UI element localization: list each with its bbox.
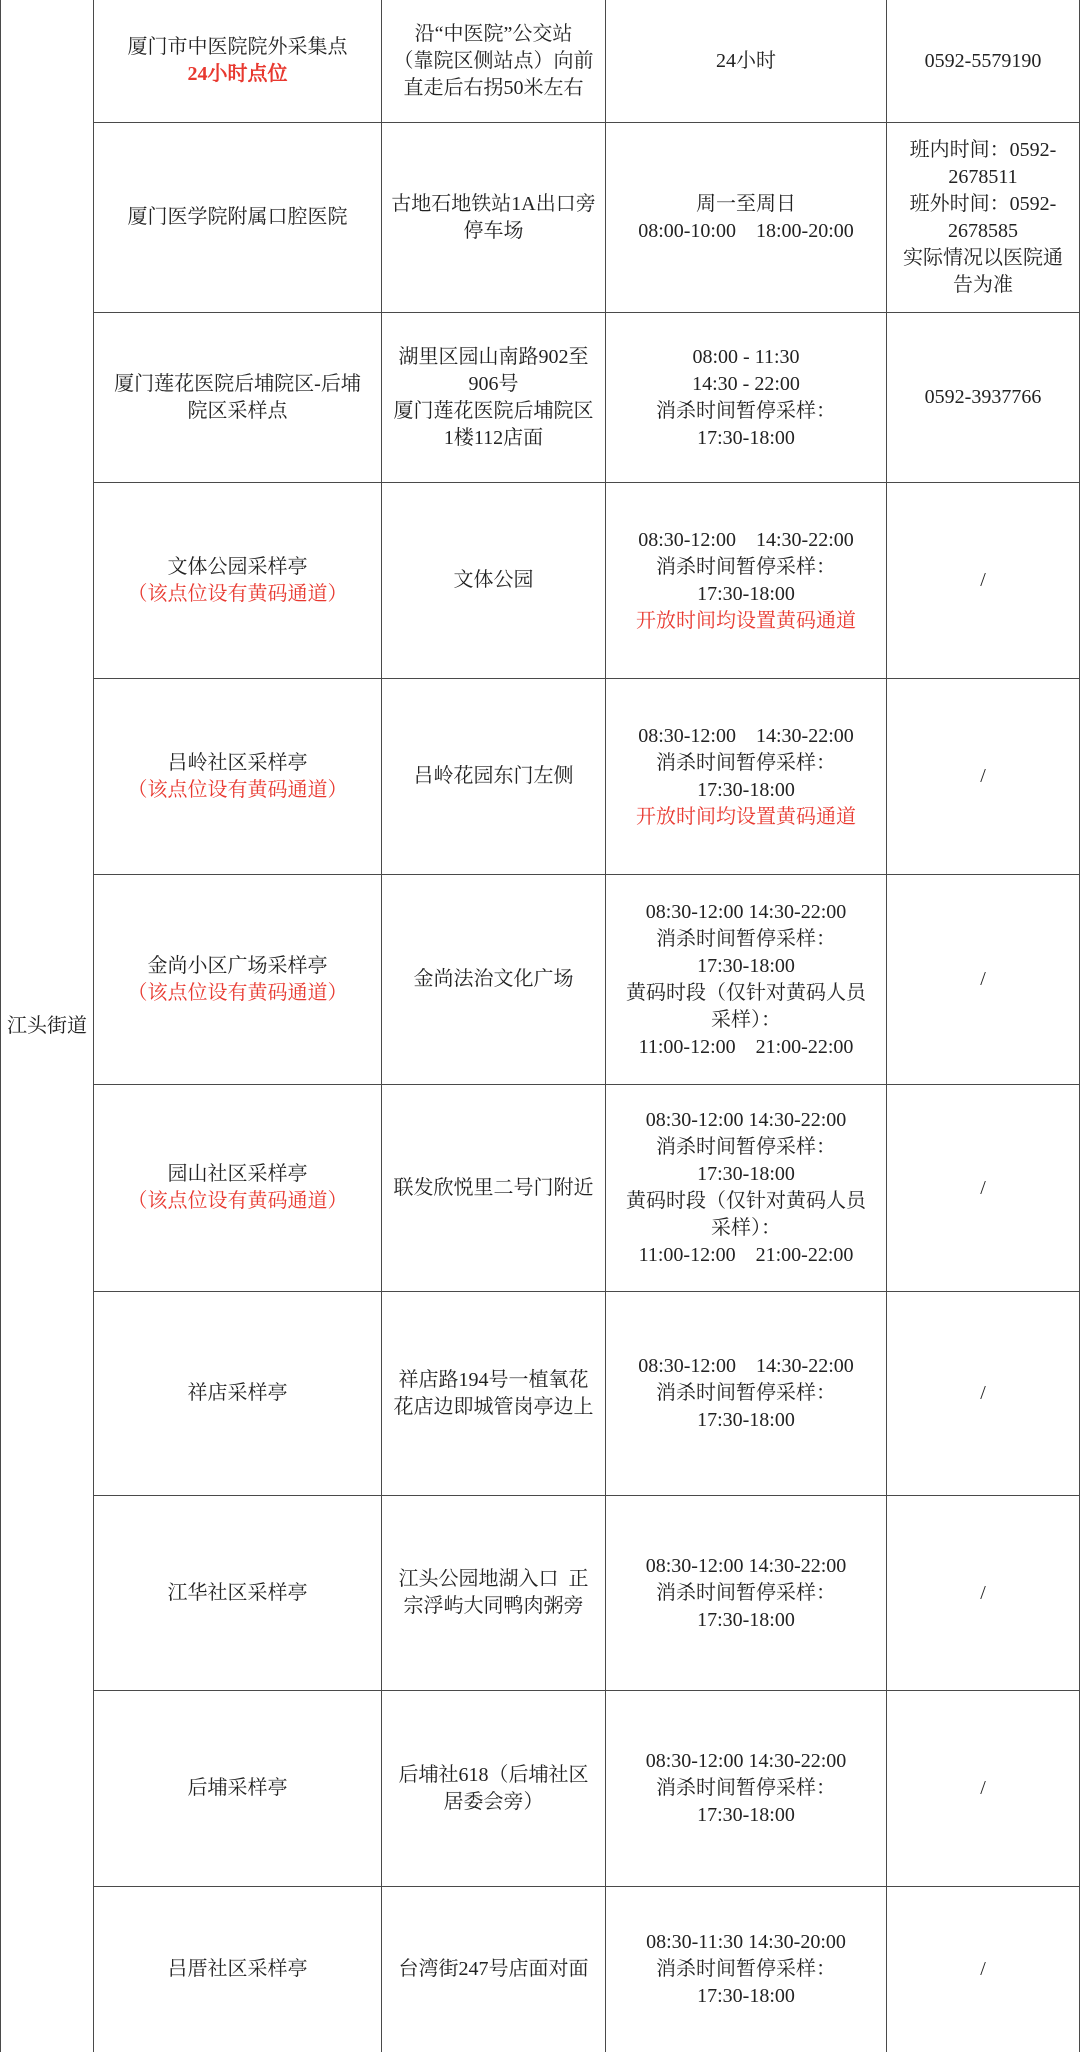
site-cell <box>94 483 381 678</box>
hours-cell <box>606 1292 886 1495</box>
hours-line: 17:30-18:00 <box>697 582 795 605</box>
phone-text <box>980 1956 986 1983</box>
phone-line: 2678511 <box>948 165 1018 188</box>
address-cell <box>382 1887 605 2052</box>
phone-line: / <box>980 1581 986 1604</box>
hours-line: 11:00-12:00 21:00-22:00 <box>638 1244 854 1266</box>
site-line: 厦门市中医院院外采集点 <box>127 36 348 58</box>
address-line: 后埔社618（后埔社区 <box>398 1763 589 1786</box>
hours-line: 采样）： <box>711 1217 781 1239</box>
address-text <box>414 763 574 790</box>
site-line: 厦门莲花医院后埔院区-后埔 <box>114 372 361 395</box>
phone-cell <box>887 1887 1079 2052</box>
hours-line: 08:00-10:00 18:00-20:00 <box>638 219 854 242</box>
address-cell <box>382 123 605 312</box>
address-line: 吕岭花园东门左侧 <box>413 765 574 787</box>
hours-line: 17:30-18:00 <box>697 1985 795 2007</box>
address-cell <box>382 483 605 678</box>
hours-line: 消杀时间暂停采样： <box>656 555 836 578</box>
phone-text <box>925 48 1042 75</box>
address-line: 金尚法治文化广场 <box>413 968 574 990</box>
hours-line: 消杀时间暂停采样： <box>656 1958 836 1980</box>
hours-text <box>646 1748 847 1829</box>
phone-line: / <box>980 569 986 591</box>
address-line: 直走后右拐50米左右 <box>403 76 584 99</box>
hours-text <box>716 48 776 75</box>
site-cell <box>94 1691 381 1886</box>
site-line: 24小时点位 <box>187 63 288 85</box>
phone-text <box>980 1175 986 1202</box>
address-cell <box>382 0 605 122</box>
district-label: 江头街道 <box>7 1014 87 1037</box>
phone-cell <box>887 123 1079 312</box>
hours-text <box>636 527 856 635</box>
address-line: 文体公园 <box>453 569 534 591</box>
site-text <box>188 1775 288 1802</box>
address-line: 1楼112店面 <box>443 426 544 449</box>
phone-text <box>903 137 1063 299</box>
address-text <box>394 21 594 102</box>
address-text <box>399 1956 589 1983</box>
phone-text <box>980 966 986 993</box>
hours-cell <box>606 679 886 874</box>
phone-text <box>980 1380 986 1407</box>
phone-cell <box>887 1691 1079 1886</box>
hours-line: 08:30-12:00 14:30-22:00 <box>638 1355 854 1377</box>
phone-cell <box>887 1085 1079 1291</box>
hours-line: 消杀时间暂停采样： <box>655 1777 836 1799</box>
hours-line: 17:30-18:00 <box>697 954 795 977</box>
phone-cell <box>887 313 1079 482</box>
hours-line: 08:00 - 11:30 <box>692 345 800 368</box>
hours-line: 消杀时间暂停采样： <box>655 1382 836 1404</box>
hours-text <box>646 1553 847 1634</box>
hours-line: 17:30-18:00 <box>697 1409 795 1431</box>
site-cell <box>94 1887 381 2052</box>
hours-cell <box>606 1691 886 1886</box>
address-line: 沿“中医院”公交站 <box>414 22 573 45</box>
site-line: （该点位设有黄码通道） <box>127 582 348 605</box>
address-line: 停车场 <box>463 219 524 242</box>
site-line: 吕厝社区采样亭 <box>167 1958 308 1980</box>
address-cell <box>382 1292 605 1495</box>
site-cell <box>94 313 381 482</box>
hours-text <box>626 899 866 1061</box>
hours-text <box>636 723 856 831</box>
hours-text <box>646 1929 846 2010</box>
address-text <box>399 1762 589 1816</box>
address-text <box>391 191 595 245</box>
address-line: 宗浮屿大同鸭肉粥旁 <box>403 1595 584 1617</box>
hours-text <box>626 1107 866 1269</box>
site-cell <box>94 123 381 312</box>
site-text <box>128 554 348 608</box>
hours-line: 黄码时段（仅针对黄码人员 <box>626 981 866 1004</box>
hours-line: 采样）： <box>711 1008 781 1031</box>
site-cell <box>94 875 381 1084</box>
site-cell <box>94 1496 381 1690</box>
hours-line: 08:30-12:00 14:30-22:00 <box>645 900 847 923</box>
hours-cell <box>606 0 886 122</box>
site-line: 厦门医学院附属口腔医院 <box>127 206 348 228</box>
address-cell <box>382 1085 605 1291</box>
phone-line: / <box>980 765 986 787</box>
address-text <box>399 1566 589 1620</box>
site-cell <box>94 1085 381 1291</box>
address-cell <box>382 1496 605 1690</box>
site-line: 后埔采样亭 <box>187 1777 288 1799</box>
address-text <box>394 344 594 452</box>
site-text <box>128 750 348 804</box>
hours-line: 17:30-18:00 <box>697 1804 795 1826</box>
site-cell <box>94 679 381 874</box>
hours-line: 消杀时间暂停采样： <box>655 1581 836 1604</box>
hours-line: 开放时间均设置黄码通道 <box>636 609 856 632</box>
site-line: 文体公园采样亭 <box>167 555 308 578</box>
district-cell <box>1 0 93 2052</box>
phone-line: 2678585 <box>948 219 1018 242</box>
phone-text <box>925 384 1042 411</box>
site-text <box>128 204 348 231</box>
address-line: 906号 <box>468 372 519 395</box>
phone-line: 班外时间：0592- <box>909 192 1057 215</box>
site-cell <box>94 1292 381 1495</box>
site-text <box>128 34 348 88</box>
phone-cell <box>887 483 1079 678</box>
phone-line: / <box>980 1777 986 1799</box>
hours-line: 08:30-12:00 14:30-22:00 <box>645 1109 847 1131</box>
hours-line: 17:30-18:00 <box>697 778 795 801</box>
site-line: （该点位设有黄码通道） <box>127 778 348 801</box>
hours-line: 17:30-18:00 <box>697 1163 795 1185</box>
phone-line: 0592-3937766 <box>924 386 1042 408</box>
phone-line: / <box>980 1958 986 1980</box>
hours-line: 消杀时间暂停采样： <box>656 751 836 774</box>
address-text <box>394 1367 594 1421</box>
hours-line: 08:30-12:00 14:30-22:00 <box>645 1554 847 1577</box>
site-line: 园山社区采样亭 <box>167 1163 308 1185</box>
hours-text <box>638 191 854 245</box>
phone-text <box>980 567 986 594</box>
address-line: 厦门莲花医院后埔院区 <box>393 399 594 422</box>
address-line: 祥店路194号一植氧花 <box>398 1368 589 1391</box>
address-text <box>394 1175 594 1202</box>
phone-line: / <box>980 1382 986 1404</box>
site-line: （该点位设有黄码通道） <box>127 981 348 1004</box>
site-text <box>114 371 361 425</box>
site-line: 金尚小区广场采样亭 <box>147 954 328 977</box>
site-line: 吕岭社区采样亭 <box>167 751 308 774</box>
site-line: （该点位设有黄码通道） <box>127 1190 348 1212</box>
site-text <box>168 1580 308 1607</box>
hours-text <box>656 344 836 452</box>
site-line: 院区采样点 <box>187 399 288 422</box>
hours-cell <box>606 875 886 1084</box>
site-text <box>168 1956 308 1983</box>
site-text <box>188 1380 288 1407</box>
address-text <box>454 567 534 594</box>
address-line: 古地石地铁站1A出口旁 <box>391 192 596 215</box>
site-line: 祥店采样亭 <box>187 1382 288 1404</box>
hours-line: 14:30 - 22:00 <box>692 372 800 395</box>
site-text <box>128 1161 348 1215</box>
hours-text <box>638 1353 854 1434</box>
hours-line: 08:30-12:00 14:30-22:00 <box>638 724 854 747</box>
hours-cell <box>606 123 886 312</box>
address-line: 花店边即城管岗亭边上 <box>393 1395 594 1418</box>
site-text <box>128 953 348 1007</box>
phone-cell <box>887 1292 1079 1495</box>
hours-line: 08:30-12:00 14:30-22:00 <box>638 528 854 551</box>
address-cell <box>382 875 605 1084</box>
hours-line: 消杀时间暂停采样： <box>656 1136 836 1158</box>
site-cell <box>94 0 381 122</box>
phone-line: 班内时间：0592- <box>909 138 1057 161</box>
phone-line: / <box>980 968 986 990</box>
address-line: （靠院区侧站点）向前 <box>393 49 594 72</box>
phone-cell <box>887 679 1079 874</box>
hours-line: 24小时 <box>716 49 776 72</box>
phone-cell <box>887 0 1079 122</box>
phone-line: 告为准 <box>953 273 1013 296</box>
hours-line: 17:30-18:00 <box>697 1608 795 1631</box>
phone-text <box>980 1775 986 1802</box>
address-line: 湖里区园山南路902至 <box>398 345 589 368</box>
hours-line: 08:30-11:30 14:30-20:00 <box>646 1931 846 1953</box>
phone-text <box>980 1580 986 1607</box>
address-cell <box>382 1691 605 1886</box>
hours-line: 开放时间均设置黄码通道 <box>636 805 856 828</box>
hours-cell <box>606 483 886 678</box>
hours-line: 黄码时段（仅针对黄码人员 <box>626 1190 866 1212</box>
address-cell <box>382 679 605 874</box>
site-line: 江华社区采样亭 <box>167 1581 308 1604</box>
hours-cell <box>606 1496 886 1690</box>
address-line: 联发欣悦里二号门附近 <box>393 1176 594 1199</box>
phone-cell <box>887 875 1079 1084</box>
hours-line: 08:30-12:00 14:30-22:00 <box>645 1750 847 1772</box>
phone-line: / <box>980 1176 986 1199</box>
address-line: 台湾街247号店面对面 <box>398 1958 589 1980</box>
address-text <box>414 966 574 993</box>
address-line: 江头公园地湖入口 正 <box>398 1568 589 1590</box>
address-cell <box>382 313 605 482</box>
hours-line: 周一至周日 <box>695 192 796 215</box>
hours-line: 11:00-12:00 21:00-22:00 <box>638 1035 854 1058</box>
phone-line: 0592-5579190 <box>924 49 1042 72</box>
phone-line: 实际情况以医院通 <box>903 246 1063 269</box>
phone-text <box>980 763 986 790</box>
hours-line: 消杀时间暂停采样： <box>656 927 836 950</box>
hours-line: 17:30-18:00 <box>697 426 795 449</box>
hours-line: 消杀时间暂停采样： <box>656 399 836 422</box>
address-line: 居委会旁） <box>443 1790 544 1813</box>
hours-cell <box>606 1887 886 2052</box>
hours-cell <box>606 1085 886 1291</box>
phone-cell <box>887 1496 1079 1690</box>
hours-cell <box>606 313 886 482</box>
